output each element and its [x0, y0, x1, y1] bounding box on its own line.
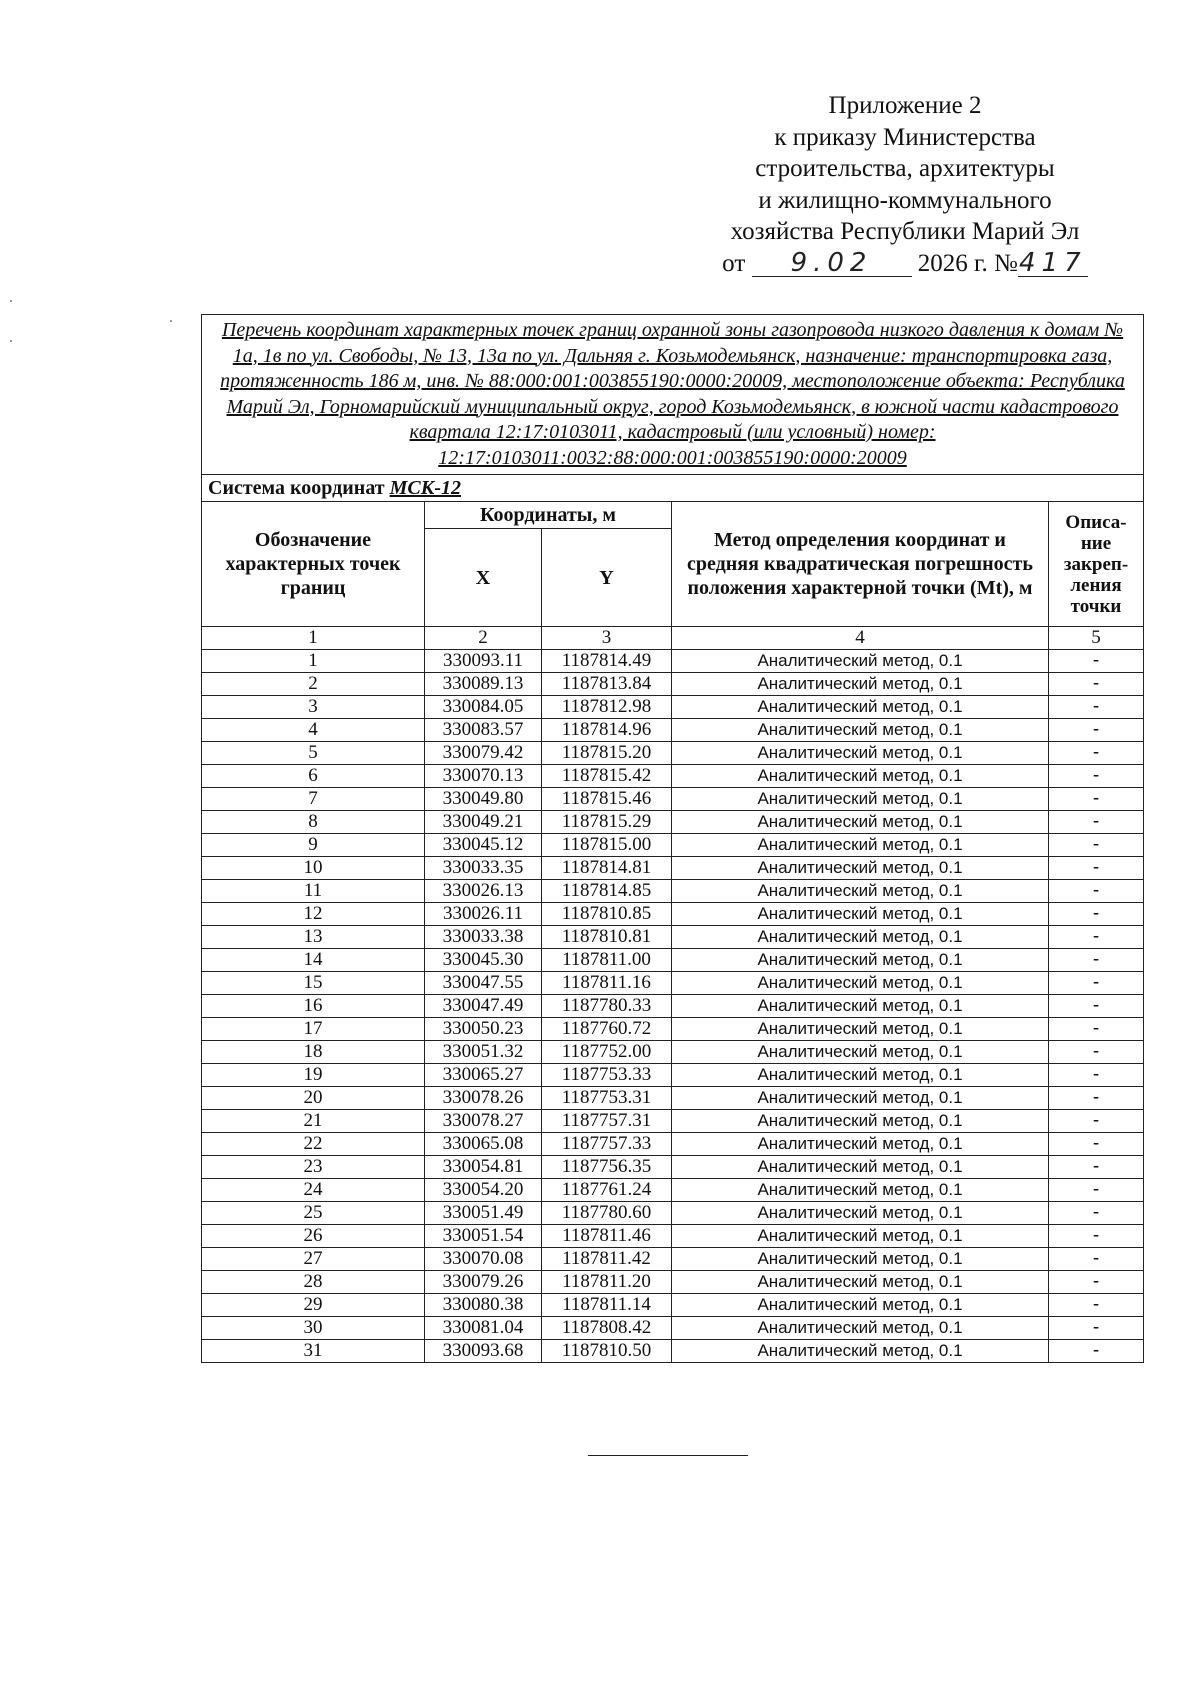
header-line: к приказу Министерства — [774, 123, 1036, 151]
point-id-cell: 3 — [202, 696, 425, 719]
table-row — [202, 903, 1144, 926]
table-row — [202, 1317, 1144, 1340]
table-row — [202, 880, 1144, 903]
description-cell: - — [1049, 765, 1144, 788]
description-cell: - — [1049, 834, 1144, 857]
description-cell: - — [1049, 719, 1144, 742]
method-cell: Аналитический метод, 0.1 — [672, 1041, 1049, 1064]
x-coordinate-cell: 330049.80 — [425, 788, 542, 811]
point-id-cell: 21 — [202, 1110, 425, 1133]
y-coordinate-cell: 1187814.49 — [542, 650, 672, 673]
table-row — [202, 1202, 1144, 1225]
table-row — [202, 1041, 1144, 1064]
y-coordinate-cell: 1187811.46 — [542, 1225, 672, 1248]
table-row — [202, 673, 1144, 696]
y-coordinate-cell: 1187815.00 — [542, 834, 672, 857]
table-row — [202, 742, 1144, 765]
point-id-cell: 8 — [202, 811, 425, 834]
method-cell: Аналитический метод, 0.1 — [672, 1064, 1049, 1087]
point-id-cell: 19 — [202, 1064, 425, 1087]
description-cell: - — [1049, 1225, 1144, 1248]
description-cell: - — [1049, 926, 1144, 949]
description-cell: - — [1049, 1041, 1144, 1064]
description-cell: - — [1049, 1202, 1144, 1225]
header-line: Приложение 2 — [828, 92, 982, 119]
point-id-cell: 15 — [202, 972, 425, 995]
method-cell: Аналитический метод, 0.1 — [672, 972, 1049, 995]
column-number: 1 — [202, 627, 425, 650]
x-coordinate-cell: 330065.27 — [425, 1064, 542, 1087]
method-cell: Аналитический метод, 0.1 — [672, 857, 1049, 880]
point-id-cell: 5 — [202, 742, 425, 765]
method-cell: Аналитический метод, 0.1 — [672, 1156, 1049, 1179]
point-id-cell: 25 — [202, 1202, 425, 1225]
x-coordinate-cell: 330080.38 — [425, 1294, 542, 1317]
method-cell: Аналитический метод, 0.1 — [672, 1317, 1049, 1340]
column-number: 4 — [672, 627, 1049, 650]
x-coordinate-cell: 330033.35 — [425, 857, 542, 880]
system-value: МСК-12 — [389, 477, 461, 499]
table-row — [202, 1064, 1144, 1087]
description-cell: - — [1049, 1110, 1144, 1133]
method-cell: Аналитический метод, 0.1 — [672, 1340, 1049, 1363]
table-row — [202, 1340, 1144, 1363]
header-x: X — [425, 529, 542, 627]
system-label: Система координат — [208, 477, 385, 499]
y-coordinate-cell: 1187756.35 — [542, 1156, 672, 1179]
table-row — [202, 650, 1144, 673]
header-y: Y — [542, 529, 672, 627]
x-coordinate-cell: 330047.55 — [425, 972, 542, 995]
y-coordinate-cell: 1187757.31 — [542, 1110, 672, 1133]
point-id-cell: 24 — [202, 1179, 425, 1202]
table-row — [202, 857, 1144, 880]
x-coordinate-cell: 330026.11 — [425, 903, 542, 926]
point-id-cell: 22 — [202, 1133, 425, 1156]
y-coordinate-cell: 1187811.20 — [542, 1271, 672, 1294]
point-id-cell: 12 — [202, 903, 425, 926]
description-cell: - — [1049, 880, 1144, 903]
coordinates-table — [201, 314, 1144, 1363]
table-row — [202, 765, 1144, 788]
x-coordinate-cell: 330051.32 — [425, 1041, 542, 1064]
x-coordinate-cell: 330078.26 — [425, 1087, 542, 1110]
point-id-cell: 9 — [202, 834, 425, 857]
y-coordinate-cell: 1187811.00 — [542, 949, 672, 972]
header-line: хозяйства Республики Марий Эл — [730, 218, 1080, 245]
description-cell: - — [1049, 1156, 1144, 1179]
method-cell: Аналитический метод, 0.1 — [672, 788, 1049, 811]
y-coordinate-cell: 1187780.60 — [542, 1202, 672, 1225]
y-coordinate-cell: 1187814.81 — [542, 857, 672, 880]
method-cell: Аналитический метод, 0.1 — [672, 995, 1049, 1018]
x-coordinate-cell: 330050.23 — [425, 1018, 542, 1041]
description-cell: - — [1049, 650, 1144, 673]
method-cell: Аналитический метод, 0.1 — [672, 880, 1049, 903]
coordinate-system — [202, 475, 1144, 502]
table-row — [202, 788, 1144, 811]
point-id-cell: 18 — [202, 1041, 425, 1064]
description-cell: - — [1049, 1133, 1144, 1156]
point-id-cell: 2 — [202, 673, 425, 696]
table-row — [202, 949, 1144, 972]
method-cell: Аналитический метод, 0.1 — [672, 903, 1049, 926]
header-description: Описа-ние закреп-ления точки — [1049, 502, 1144, 627]
y-coordinate-cell: 1187814.96 — [542, 719, 672, 742]
y-coordinate-cell: 1187810.81 — [542, 926, 672, 949]
table-row — [202, 972, 1144, 995]
point-id-cell: 16 — [202, 995, 425, 1018]
method-cell: Аналитический метод, 0.1 — [672, 1087, 1049, 1110]
y-coordinate-cell: 1187815.20 — [542, 742, 672, 765]
footer-divider — [588, 1455, 748, 1456]
y-coordinate-cell: 1187813.84 — [542, 673, 672, 696]
table-row — [202, 1018, 1144, 1041]
method-cell: Аналитический метод, 0.1 — [672, 1225, 1049, 1248]
y-coordinate-cell: 1187810.85 — [542, 903, 672, 926]
x-coordinate-cell: 330049.21 — [425, 811, 542, 834]
table-row — [202, 995, 1144, 1018]
x-coordinate-cell: 330051.54 — [425, 1225, 542, 1248]
x-coordinate-cell: 330051.49 — [425, 1202, 542, 1225]
point-id-cell: 13 — [202, 926, 425, 949]
header-line: строительства, архитектуры — [755, 155, 1055, 182]
description-cell: - — [1049, 1340, 1144, 1363]
x-coordinate-cell: 330078.27 — [425, 1110, 542, 1133]
method-cell: Аналитический метод, 0.1 — [672, 1179, 1049, 1202]
description-cell: - — [1049, 742, 1144, 765]
description-cell: - — [1049, 1018, 1144, 1041]
column-number: 2 — [425, 627, 542, 650]
title-row — [202, 315, 1144, 475]
scan-artifact — [170, 320, 172, 322]
point-id-cell: 11 — [202, 880, 425, 903]
table-row — [202, 834, 1144, 857]
point-id-cell: 27 — [202, 1248, 425, 1271]
table-row — [202, 1294, 1144, 1317]
method-cell: Аналитический метод, 0.1 — [672, 926, 1049, 949]
method-cell: Аналитический метод, 0.1 — [672, 1248, 1049, 1271]
header-point: Обозначение характерных точек границ — [202, 502, 425, 627]
method-cell: Аналитический метод, 0.1 — [672, 949, 1049, 972]
point-id-cell: 30 — [202, 1317, 425, 1340]
table-row — [202, 1087, 1144, 1110]
y-coordinate-cell: 1187753.31 — [542, 1087, 672, 1110]
y-coordinate-cell: 1187811.42 — [542, 1248, 672, 1271]
header-row — [202, 502, 1144, 529]
y-coordinate-cell: 1187814.85 — [542, 880, 672, 903]
description-cell: - — [1049, 788, 1144, 811]
method-cell: Аналитический метод, 0.1 — [672, 650, 1049, 673]
scan-artifact — [10, 340, 12, 342]
x-coordinate-cell: 330054.81 — [425, 1156, 542, 1179]
point-id-cell: 20 — [202, 1087, 425, 1110]
x-coordinate-cell: 330065.08 — [425, 1133, 542, 1156]
point-id-cell: 17 — [202, 1018, 425, 1041]
x-coordinate-cell: 330093.11 — [425, 650, 542, 673]
method-cell: Аналитический метод, 0.1 — [672, 1110, 1049, 1133]
description-cell: - — [1049, 857, 1144, 880]
table-row — [202, 811, 1144, 834]
y-coordinate-cell: 1187815.42 — [542, 765, 672, 788]
y-coordinate-cell: 1187757.33 — [542, 1133, 672, 1156]
x-coordinate-cell: 330084.05 — [425, 696, 542, 719]
point-id-cell: 31 — [202, 1340, 425, 1363]
system-row — [202, 475, 1144, 502]
method-cell: Аналитический метод, 0.1 — [672, 742, 1049, 765]
description-cell: - — [1049, 673, 1144, 696]
point-id-cell: 29 — [202, 1294, 425, 1317]
description-cell: - — [1049, 949, 1144, 972]
point-id-cell: 26 — [202, 1225, 425, 1248]
y-coordinate-cell: 1187752.00 — [542, 1041, 672, 1064]
description-cell: - — [1049, 1294, 1144, 1317]
y-coordinate-cell: 1187760.72 — [542, 1018, 672, 1041]
x-coordinate-cell: 330093.68 — [425, 1340, 542, 1363]
table-row — [202, 926, 1144, 949]
description-cell: - — [1049, 696, 1144, 719]
method-cell: Аналитический метод, 0.1 — [672, 719, 1049, 742]
point-id-cell: 4 — [202, 719, 425, 742]
method-cell: Аналитический метод, 0.1 — [672, 811, 1049, 834]
header-coords: Координаты, м — [425, 502, 672, 529]
header-method: Метод определения координат и средняя квадратическая погрешность положения характерной точки (Mt), м — [672, 502, 1049, 627]
scan-artifact — [10, 300, 12, 302]
order-date-line — [700, 248, 1110, 280]
method-cell: Аналитический метод, 0.1 — [672, 834, 1049, 857]
description-cell: - — [1049, 1248, 1144, 1271]
description-cell: - — [1049, 1179, 1144, 1202]
description-cell: - — [1049, 1271, 1144, 1294]
x-coordinate-cell: 330033.38 — [425, 926, 542, 949]
table-row — [202, 696, 1144, 719]
document-header — [700, 90, 1110, 279]
description-cell: - — [1049, 1064, 1144, 1087]
date-prefix: от — [722, 249, 746, 277]
column-number: 3 — [542, 627, 672, 650]
x-coordinate-cell: 330045.12 — [425, 834, 542, 857]
header-line: и жилищно-коммунального — [758, 186, 1052, 214]
x-coordinate-cell: 330079.42 — [425, 742, 542, 765]
description-cell: - — [1049, 972, 1144, 995]
table-row — [202, 1156, 1144, 1179]
x-coordinate-cell: 330047.49 — [425, 995, 542, 1018]
x-coordinate-cell: 330081.04 — [425, 1317, 542, 1340]
y-coordinate-cell: 1187808.42 — [542, 1317, 672, 1340]
y-coordinate-cell: 1187780.33 — [542, 995, 672, 1018]
point-id-cell: 6 — [202, 765, 425, 788]
y-coordinate-cell: 1187812.98 — [542, 696, 672, 719]
method-cell: Аналитический метод, 0.1 — [672, 673, 1049, 696]
x-coordinate-cell: 330026.13 — [425, 880, 542, 903]
y-coordinate-cell: 1187753.33 — [542, 1064, 672, 1087]
description-cell: - — [1049, 995, 1144, 1018]
description-cell: - — [1049, 811, 1144, 834]
method-cell: Аналитический метод, 0.1 — [672, 1202, 1049, 1225]
table-title: Перечень координат характерных точек границ охранной зоны газопровода низкого давления к домам № 1а, 1в по ул. Свободы, № 13, 13а по ул. Дальняя г. Козьмодемьянск, назначение: транспортировка газа, протяженность 186 м, инв. № 88:000:001:003855190:0000:20009, местоположение объекта: Республика Марий Эл, Горномарийский муниципальный округ, город Козьмодемьянск, в южной части кадастрового квартала 12:17:0103011, кадастровый (или условный) номер: 12:17:0103011:0032:88:000:001:003855190:0000:20009 — [202, 315, 1144, 475]
y-coordinate-cell: 1187815.46 — [542, 788, 672, 811]
column-number-row — [202, 627, 1144, 650]
method-cell: Аналитический метод, 0.1 — [672, 696, 1049, 719]
point-id-cell: 1 — [202, 650, 425, 673]
x-coordinate-cell: 330089.13 — [425, 673, 542, 696]
y-coordinate-cell: 1187815.29 — [542, 811, 672, 834]
x-coordinate-cell: 330083.57 — [425, 719, 542, 742]
method-cell: Аналитический метод, 0.1 — [672, 1294, 1049, 1317]
x-coordinate-cell: 330070.13 — [425, 765, 542, 788]
y-coordinate-cell: 1187810.50 — [542, 1340, 672, 1363]
point-id-cell: 28 — [202, 1271, 425, 1294]
y-coordinate-cell: 1187761.24 — [542, 1179, 672, 1202]
point-id-cell: 14 — [202, 949, 425, 972]
x-coordinate-cell: 330079.26 — [425, 1271, 542, 1294]
description-cell: - — [1049, 1317, 1144, 1340]
handwritten-order-number: 417 — [1019, 247, 1087, 278]
method-cell: Аналитический метод, 0.1 — [672, 765, 1049, 788]
table-row — [202, 1225, 1144, 1248]
method-cell: Аналитический метод, 0.1 — [672, 1133, 1049, 1156]
method-cell: Аналитический метод, 0.1 — [672, 1271, 1049, 1294]
table-row — [202, 1133, 1144, 1156]
table-row — [202, 1248, 1144, 1271]
y-coordinate-cell: 1187811.16 — [542, 972, 672, 995]
handwritten-date: 9.02 — [752, 250, 912, 277]
column-number: 5 — [1049, 627, 1144, 650]
year-text: 2026 г. № — [917, 249, 1018, 277]
description-cell: - — [1049, 903, 1144, 926]
y-coordinate-cell: 1187811.14 — [542, 1294, 672, 1317]
x-coordinate-cell: 330045.30 — [425, 949, 542, 972]
point-id-cell: 23 — [202, 1156, 425, 1179]
table-row — [202, 1271, 1144, 1294]
x-coordinate-cell: 330054.20 — [425, 1179, 542, 1202]
point-id-cell: 7 — [202, 788, 425, 811]
table-row — [202, 1179, 1144, 1202]
table-row — [202, 1110, 1144, 1133]
point-id-cell: 10 — [202, 857, 425, 880]
x-coordinate-cell: 330070.08 — [425, 1248, 542, 1271]
description-cell: - — [1049, 1087, 1144, 1110]
table-row — [202, 719, 1144, 742]
method-cell: Аналитический метод, 0.1 — [672, 1018, 1049, 1041]
